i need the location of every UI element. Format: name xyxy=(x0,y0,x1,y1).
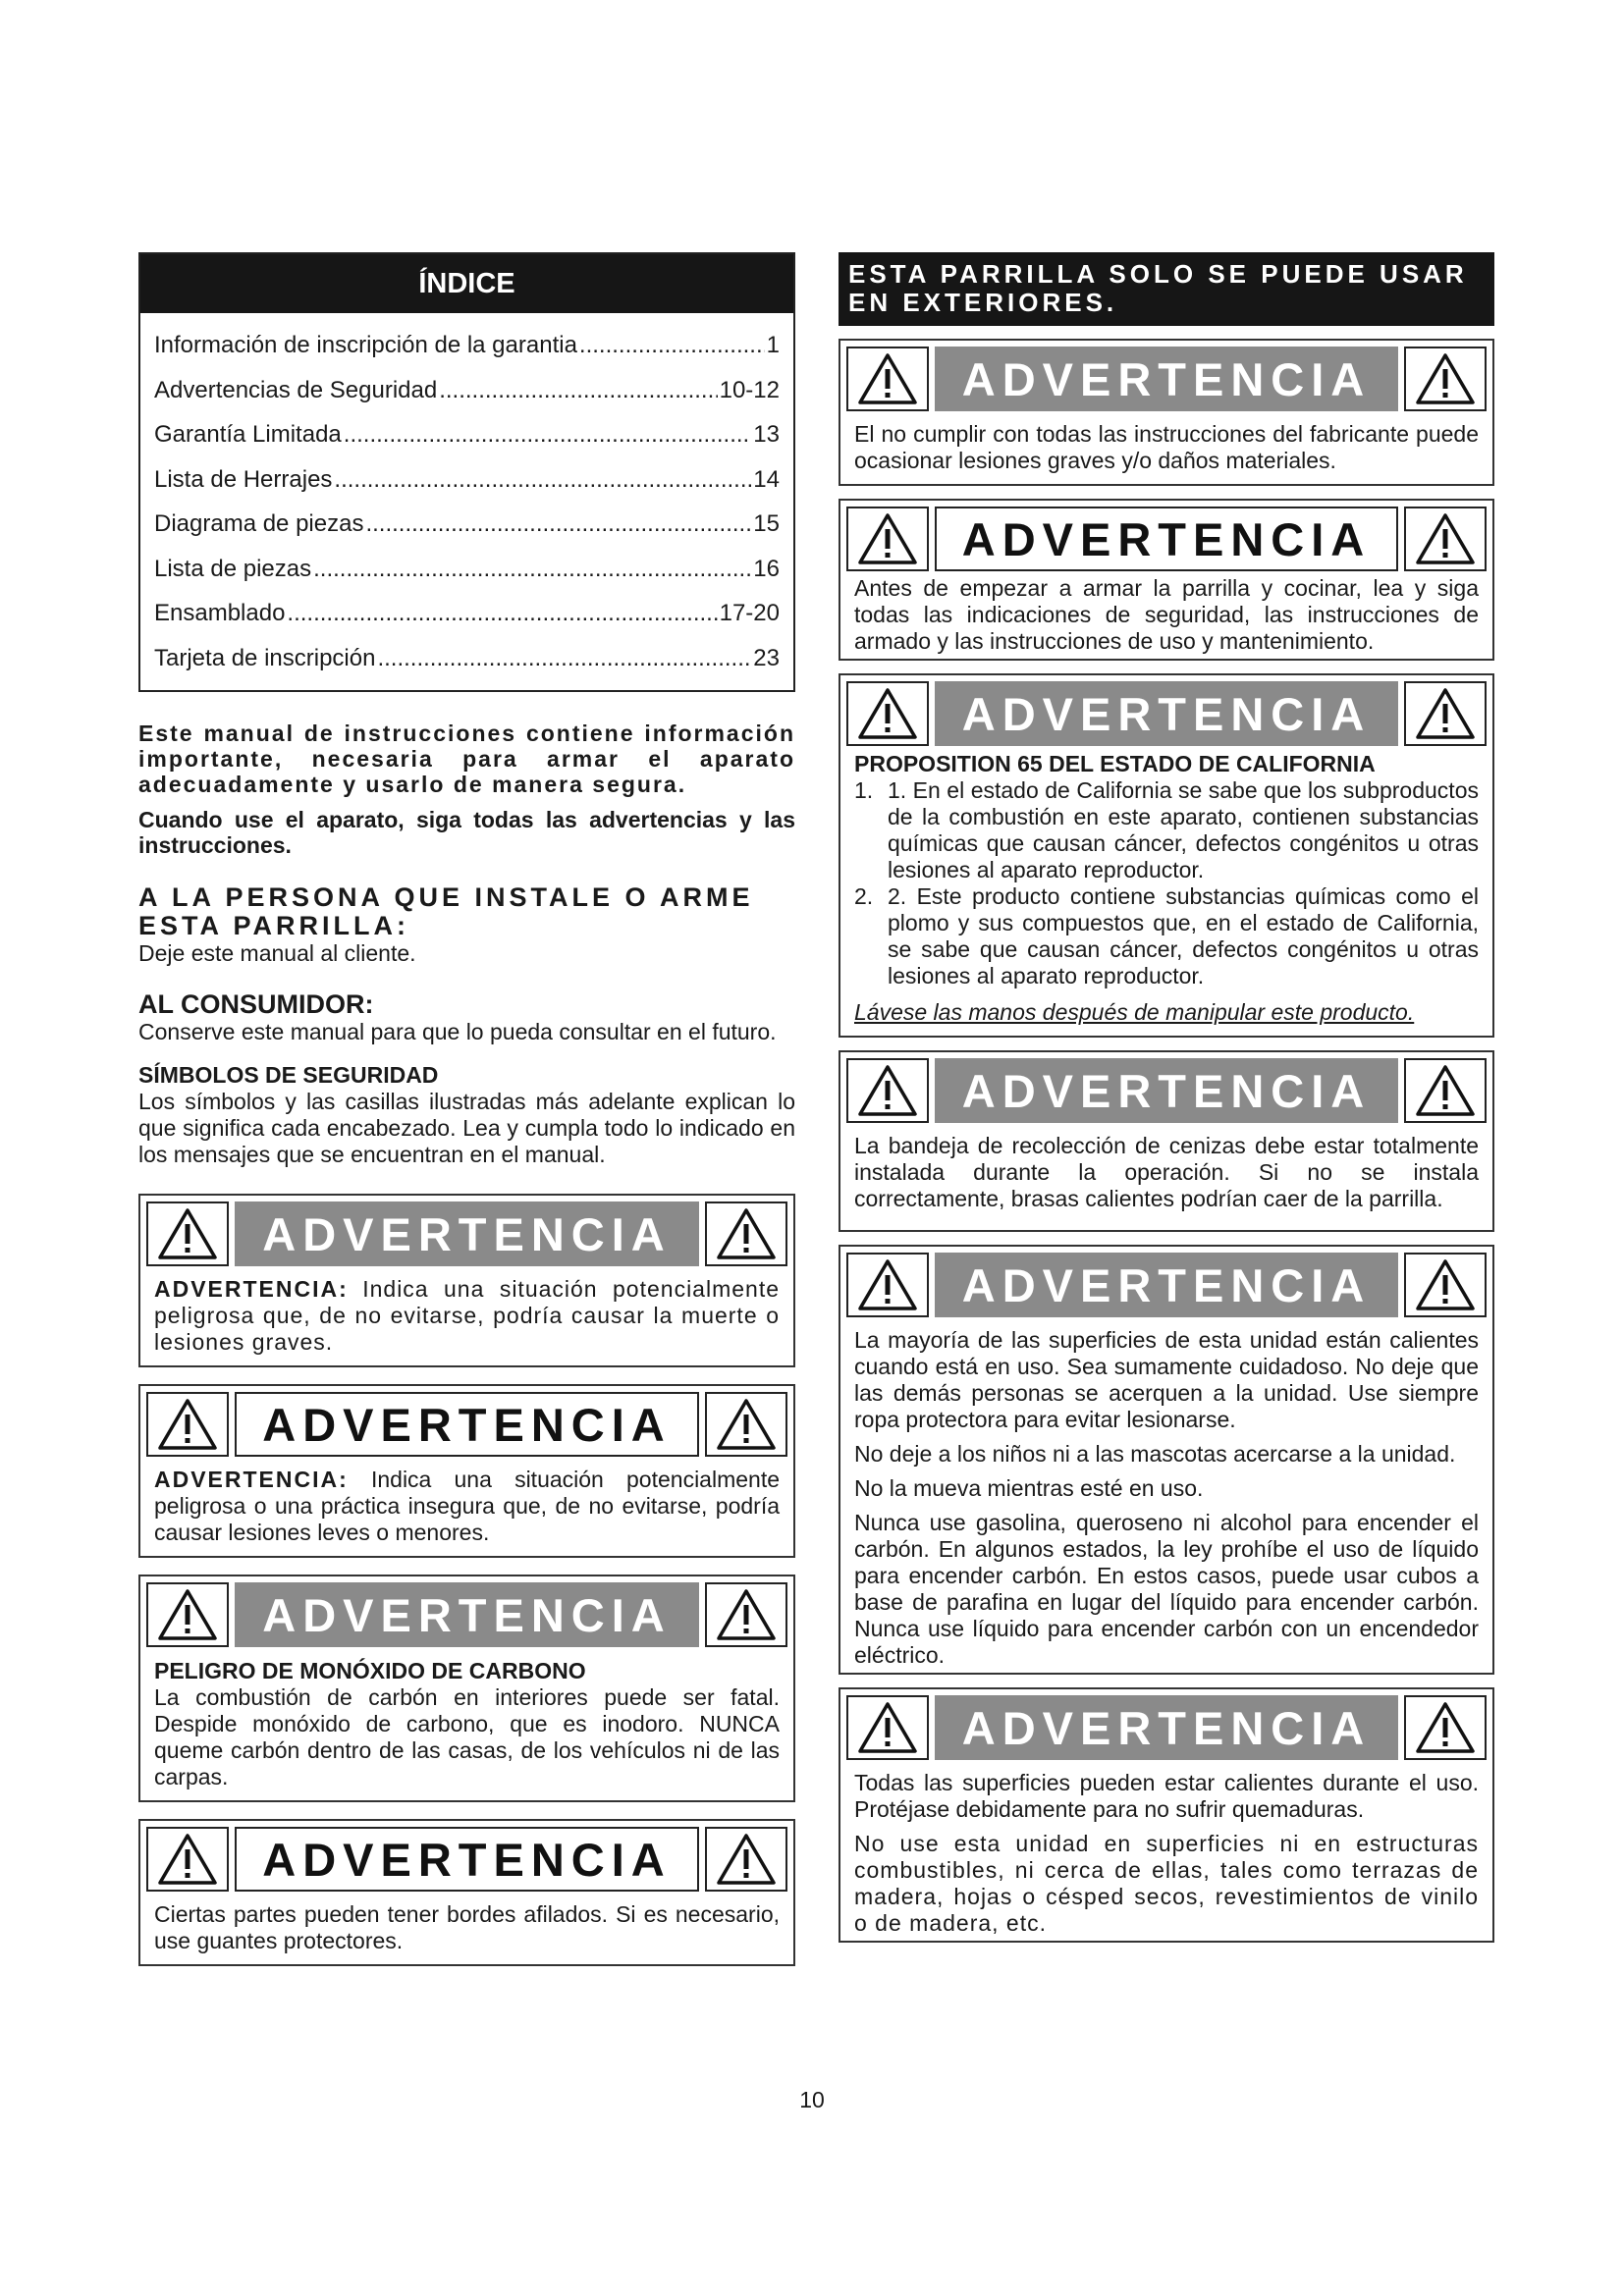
warning-triangle-icon xyxy=(705,1827,787,1892)
warning-triangle-icon xyxy=(705,1582,787,1647)
warning-text: Indica una situación potencialmente peligrosa o una práctica insegura que, de no evitarse, podría causar lesiones leves o menores. xyxy=(154,1467,781,1545)
warning-triangle-icon xyxy=(146,1201,229,1266)
warning-banner xyxy=(840,501,1492,571)
index-title: ÍNDICE xyxy=(140,254,793,313)
index-entry-page: 17-20 xyxy=(719,600,780,626)
index-entry-label: Diagrama de piezas xyxy=(154,510,364,537)
index-entry-label: Ensamblado xyxy=(154,600,286,626)
warning-text: La combustión de carbón en interiores puede ser fatal. Despide monóxido de carbono, que es inodoro. NUNCA queme carbón dentro de las casas, de los vehículos ni de las carpas. xyxy=(154,1684,780,1789)
dot-leader xyxy=(344,412,752,457)
warning-box-ash-pan xyxy=(839,1050,1494,1232)
index-entry-page: 10-12 xyxy=(719,376,780,403)
outdoor-only-banner: ESTA PARRILLA SOLO SE PUEDE USAR EN EXTERIORES. xyxy=(839,252,1494,326)
right-column xyxy=(839,252,1494,1943)
warning-body xyxy=(840,1123,1492,1230)
dot-leader xyxy=(287,591,717,636)
warning-banner xyxy=(840,1247,1492,1317)
warning-text: Antes de empezar a armar la parrilla y cocinar, lea y siga todas las indicaciones de seguridad, las instrucciones de armado y las instrucciones de uso y mantenimiento. xyxy=(854,575,1479,654)
warning-body xyxy=(140,1266,793,1365)
warning-triangle-icon xyxy=(846,1058,929,1123)
warning-box-severe xyxy=(138,1194,795,1367)
page-number: 10 xyxy=(799,2087,825,2112)
warning-triangle-icon xyxy=(146,1582,229,1647)
left-column xyxy=(138,252,795,1966)
index-entry-label: Advertencias de Seguridad xyxy=(154,376,438,403)
warning-banner xyxy=(840,675,1492,746)
dot-leader xyxy=(579,323,765,368)
warning-banner xyxy=(140,1196,793,1266)
warning-lead: ADVERTENCIA: xyxy=(154,1467,349,1492)
warning-triangle-icon xyxy=(146,1392,229,1457)
warning-triangle-icon xyxy=(846,347,929,411)
wash-hands-note: Lávese las manos después de manipular este producto. xyxy=(854,999,1415,1025)
warning-body xyxy=(840,411,1492,484)
warning-body xyxy=(840,1317,1492,1673)
warning-text: Ciertas partes pueden tener bordes afilados. Si es necesario, use guantes protectores. xyxy=(154,1901,780,1953)
index-entry-page: 15 xyxy=(753,510,780,537)
warning-word: ADVERTENCIA xyxy=(235,1582,699,1647)
index-box xyxy=(138,252,795,692)
manual-note: Este manual de instrucciones contiene información importante, necesaria para armar el aparato adecuadamente y usarlo de manera segura. xyxy=(138,721,795,797)
warning-body xyxy=(840,571,1492,659)
dot-leader xyxy=(365,502,751,547)
index-entry-label: Garantía Limitada xyxy=(154,421,342,448)
warning-word: ADVERTENCIA xyxy=(935,1253,1398,1317)
warning-body xyxy=(840,746,1492,1036)
installer-text: Deje este manual al cliente. xyxy=(138,940,416,966)
warning-banner xyxy=(140,1821,793,1892)
index-entry xyxy=(154,591,780,636)
warning-triangle-icon xyxy=(1404,507,1487,571)
warning-text: La mayoría de las superficies de esta unidad están calientes cuando está en uso. Sea sumamente cuidadoso. No deje que las demás personas se acerquen a la unidad. Use siempre ropa protectora para evitar lesionarse. xyxy=(854,1327,1479,1432)
index-entry xyxy=(154,368,780,413)
index-entry xyxy=(154,547,780,592)
warning-word: ADVERTENCIA xyxy=(935,1058,1398,1123)
warning-text: Todas las superficies pueden estar calientes durante el uso. Protéjase debidamente para no sufrir quemaduras. xyxy=(854,1770,1479,1822)
warning-triangle-icon xyxy=(1404,1695,1487,1760)
warning-triangle-icon xyxy=(846,681,929,746)
warning-triangle-icon xyxy=(1404,1253,1487,1317)
index-entry-label: Tarjeta de inscripción xyxy=(154,644,376,671)
warning-word: ADVERTENCIA xyxy=(235,1827,699,1892)
list-item: 2. 2. Este producto contiene substancias químicas como el plomo y sus compuestos que, en el estado de California, se sabe que causan cáncer, defectos congénitos u otras lesiones al aparato reproductor. xyxy=(854,883,1479,988)
warning-body xyxy=(140,1457,793,1556)
warning-banner xyxy=(140,1386,793,1457)
index-list xyxy=(140,313,793,690)
warning-text: El no cumplir con todas las instrucciones del fabricante puede ocasionar lesiones graves y/o daños materiales. xyxy=(854,421,1479,473)
warning-text: La bandeja de recolección de cenizas debe estar totalmente instalada durante la operación. Si no se instala correctamente, brasas calientes podrían caer de la parrilla. xyxy=(854,1133,1479,1211)
warning-text: No la mueva mientras esté en uso. xyxy=(854,1475,1204,1501)
index-entry xyxy=(154,502,780,547)
index-entry-page: 16 xyxy=(753,555,780,582)
warning-word: ADVERTENCIA xyxy=(935,347,1398,411)
list-item: 1. 1. En el estado de California se sabe que los subproductos de la combustión en este aparato, contienen substancias químicas que causan cáncer, defectos congénitos u otras lesiones al aparato reproductor. xyxy=(854,777,1479,882)
consumer-heading: AL CONSUMIDOR: xyxy=(138,989,374,1019)
warning-lead: ADVERTENCIA: xyxy=(154,1276,349,1302)
dot-leader xyxy=(439,368,717,413)
warning-triangle-icon xyxy=(705,1201,787,1266)
warning-body xyxy=(140,1647,793,1800)
warning-text: No use esta unidad en superficies ni en estructuras combustibles, ni cerca de ellas, tales como terrazas de madera, hojas o césped secos, revestimientos de vinilo o de madera, etc. xyxy=(854,1831,1479,1936)
warning-word: ADVERTENCIA xyxy=(935,507,1398,571)
index-entry-page: 14 xyxy=(753,465,780,493)
index-entry-page: 13 xyxy=(753,421,780,448)
index-entry-label: Información de inscripción de la garantia xyxy=(154,332,577,358)
warning-triangle-icon xyxy=(1404,1058,1487,1123)
dot-leader xyxy=(334,457,751,503)
index-entry-label: Lista de piezas xyxy=(154,555,312,582)
warning-banner xyxy=(840,1052,1492,1123)
warning-triangle-icon xyxy=(1404,347,1487,411)
index-entry xyxy=(154,636,780,681)
warning-box-hot-surfaces xyxy=(839,1245,1494,1675)
warning-triangle-icon xyxy=(846,507,929,571)
warning-text: Nunca use gasolina, queroseno ni alcohol para encender el carbón. En algunos estados, la ley prohíbe el uso de líquido para encender carbón. En estos casos, puede usar cubos a base de parafina en lugar del líquido para encender carbón. Nunca use líquido para encender carbón con un encendedor eléctrico. xyxy=(854,1510,1479,1668)
warning-word: ADVERTENCIA xyxy=(935,1695,1398,1760)
warning-triangle-icon xyxy=(705,1392,787,1457)
installer-heading: A LA PERSONA QUE INSTALE O ARME ESTA PARRILLA: xyxy=(138,882,754,940)
warning-banner xyxy=(840,1689,1492,1760)
index-entry xyxy=(154,412,780,457)
consumer-text: Conserve este manual para que lo pueda consultar en el futuro. xyxy=(138,1019,777,1044)
intro-section xyxy=(138,721,795,1168)
warning-triangle-icon xyxy=(846,1253,929,1317)
index-entry xyxy=(154,323,780,368)
warning-triangle-icon xyxy=(846,1695,929,1760)
warning-body xyxy=(840,1760,1492,1941)
warning-box-read-instructions xyxy=(839,499,1494,661)
warning-box-minor xyxy=(138,1384,795,1558)
warning-banner xyxy=(840,341,1492,411)
warning-box-sharp-edges xyxy=(138,1819,795,1966)
warning-text: Indica una situación potencialmente peligrosa que, de no evitarse, podría causar la muerte o lesiones graves. xyxy=(154,1276,781,1355)
warning-heading: PROPOSITION 65 DEL ESTADO DE CALIFORNIA xyxy=(854,751,1376,776)
symbols-text: Los símbolos y las casillas ilustradas más adelante explican lo que significa cada encabezado. Lea y cumpla todo lo indicado en los mensajes que se encuentran en el manual. xyxy=(138,1089,795,1167)
warning-text: No deje a los niños ni a las mascotas acercarse a la unidad. xyxy=(854,1441,1456,1467)
symbols-heading: SÍMBOLOS DE SEGURIDAD xyxy=(138,1062,439,1088)
index-entry xyxy=(154,457,780,503)
warning-box-combustible-surfaces xyxy=(839,1687,1494,1943)
dot-leader xyxy=(313,547,751,592)
dot-leader xyxy=(377,636,751,681)
index-entry-label: Lista de Herrajes xyxy=(154,465,333,493)
warning-box-manufacturer-instructions xyxy=(839,339,1494,486)
index-entry-page: 23 xyxy=(753,644,780,671)
warning-banner xyxy=(140,1576,793,1647)
prop65-list xyxy=(854,777,1479,989)
index-entry-page: 1 xyxy=(766,332,780,358)
use-note: Cuando use el aparato, siga todas las advertencias y las instrucciones. xyxy=(138,807,795,858)
warning-triangle-icon xyxy=(146,1827,229,1892)
warning-box-proposition-65 xyxy=(839,673,1494,1038)
warning-triangle-icon xyxy=(1404,681,1487,746)
warning-word: ADVERTENCIA xyxy=(235,1201,699,1266)
warning-word: ADVERTENCIA xyxy=(935,681,1398,746)
warning-heading: PELIGRO DE MONÓXIDO DE CARBONO xyxy=(154,1658,586,1683)
warning-word: ADVERTENCIA xyxy=(235,1392,699,1457)
warning-box-carbon-monoxide xyxy=(138,1575,795,1802)
warning-body xyxy=(140,1892,793,1964)
